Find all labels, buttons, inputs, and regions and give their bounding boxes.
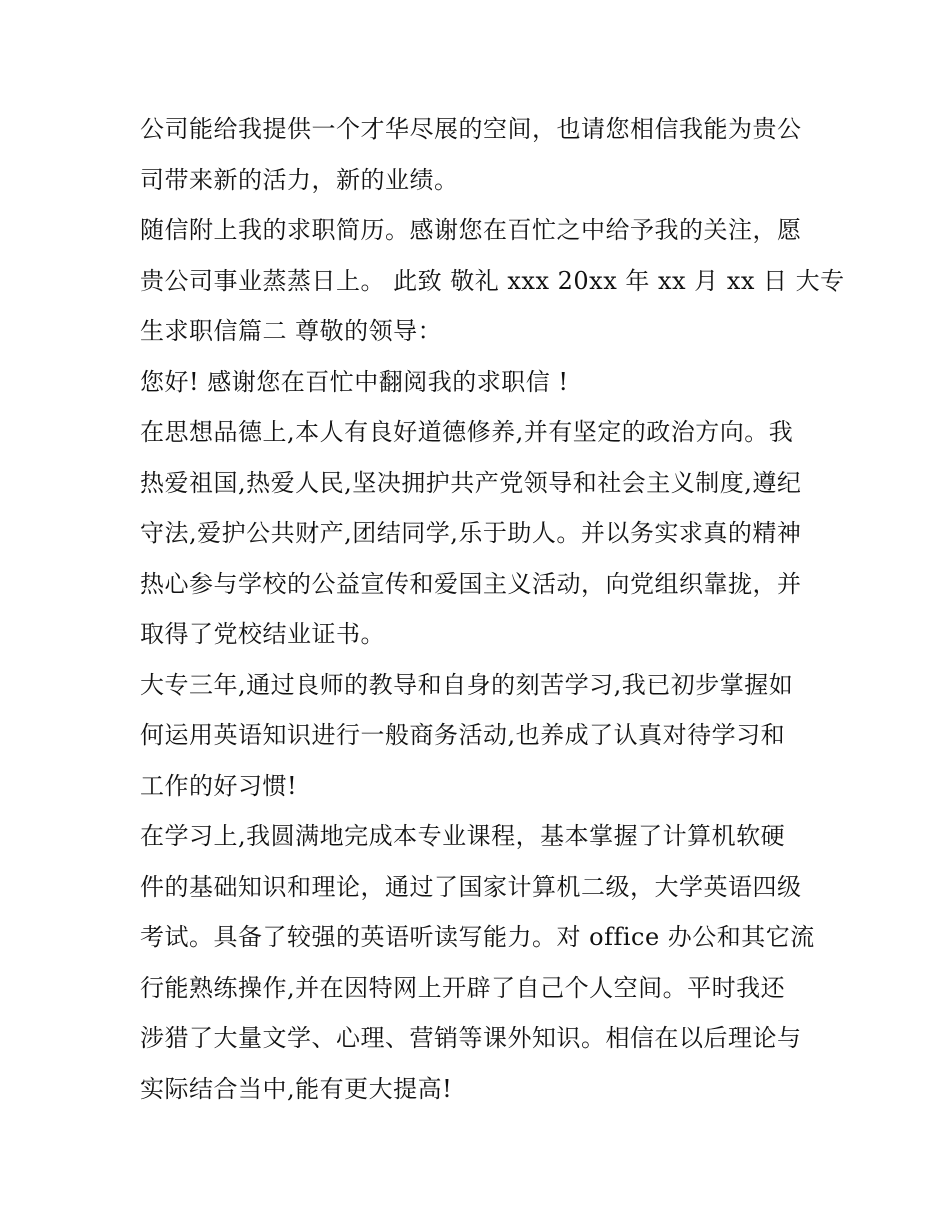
text-line: 随信附上我的求职简历。感谢您在百忙之中给予我的关注，愿: [140, 216, 802, 244]
text-line: 您好! 感谢您在百忙中翻阅我的求职信 !: [140, 367, 569, 396]
text-line: 行能熟练操作,并在因特网上开辟了自己个人空间。平时我还: [140, 973, 786, 1002]
text-line: 考试。具备了较强的英语听读写能力。对 office 办公和其它流: [140, 923, 815, 951]
text-line: 件的基础知识和理论，通过了国家计算机二级，大学英语四级: [140, 872, 802, 901]
text-line: 司带来新的活力，新的业绩。: [140, 165, 459, 194]
text-line: 公司能给我提供一个才华尽展的空间，也请您相信我能为贵公: [140, 115, 802, 143]
text-line: 取得了党校结业证书。: [140, 620, 385, 648]
text-line: 工作的好习惯!: [140, 771, 298, 800]
text-line: 守法,爱护公共财产,团结同学,乐于助人。并以务实求真的精神: [140, 519, 802, 547]
text-line: 热心参与学校的公益宣传和爱国主义活动，向党组织靠拢，并: [140, 569, 802, 598]
text-line: 热爱祖国,热爱人民,坚决拥护共产党领导和社会主义制度,遵纪: [140, 468, 802, 497]
text-line: 实际结合当中,能有更大提高!: [140, 1074, 453, 1103]
text-line: 大专三年,通过良师的教导和自身的刻苦学习,我已初步掌握如: [140, 670, 794, 699]
text-line: 在思想品德上,本人有良好道德修养,并有坚定的政治方向。我: [140, 418, 794, 446]
text-line: 生求职信篇二 尊敬的领导：: [140, 317, 443, 345]
document-body: [140, 104, 845, 1114]
text-line: 贵公司事业蒸蒸日上。 此致 敬礼 xxx 20xx 年 xx 月 xx 日 大专: [140, 266, 845, 295]
text-line: 在学习上,我圆满地完成本专业课程，基本掌握了计算机软硬: [140, 822, 786, 850]
text-line: 涉猎了大量文学、心理、营销等课外知识。相信在以后理论与: [140, 1024, 802, 1052]
text-line: 何运用英语知识进行一般商务活动,也养成了认真对待学习和: [140, 721, 786, 749]
